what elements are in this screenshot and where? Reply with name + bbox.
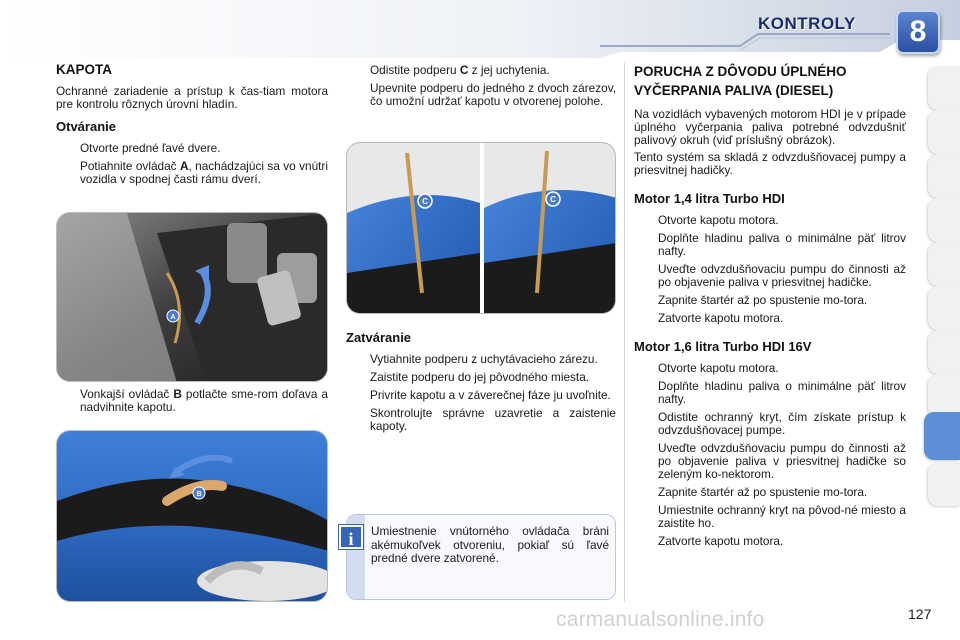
chapter-number-badge: 8	[896, 10, 940, 54]
side-tab[interactable]	[928, 462, 960, 506]
opening-steps	[56, 142, 328, 186]
list-item: Odistite podperu C z jej uchytenia.	[370, 63, 550, 77]
callout-label-c-right: C	[550, 195, 556, 204]
side-tab-active-chapter-8[interactable]	[924, 412, 960, 460]
side-tab[interactable]	[928, 286, 960, 330]
list-item: Upevnite podperu do jedného z dvoch zárezov, čo umožní udržať kapotu v otvorenej polohe.	[370, 81, 616, 108]
callout-label-c-left: C	[422, 197, 428, 206]
closing-steps	[346, 353, 616, 433]
side-tab[interactable]	[928, 110, 960, 154]
list-item: Zaistite podperu do jej pôvodného miesta.	[370, 370, 590, 384]
list-item: Potiahnite ovládač A, nachádzajúci sa vo vnútri vozidla v spodnej časti rámu dverí.	[80, 159, 328, 186]
step-b-list	[56, 388, 328, 414]
watermark: carmanualsonline.info	[556, 608, 765, 631]
list-item: Umiestnite ochranný kryt na pôvod-né miesto a zaistite ho.	[658, 503, 906, 530]
list-item: Vytiahnite podperu z uchytávacieho zárezu.	[370, 352, 598, 366]
list-item: Otvorte predné ľavé dvere.	[80, 141, 221, 155]
column-divider	[624, 62, 625, 602]
list-item: Uveďte odvzdušňovaciu pumpu do činnosti až po objavenie paliva v priesvitnej hadičke.	[658, 262, 906, 289]
photo-exterior-release-lever	[56, 430, 328, 602]
callout-label-a: A	[170, 314, 176, 321]
column-prop-rod	[346, 64, 616, 113]
page-header-title: KONTROLY	[758, 14, 856, 33]
section-title-hood: KAPOTA	[56, 62, 112, 77]
list-item: Doplňte hladinu paliva o minimálne päť litrov nafty.	[658, 231, 906, 258]
column-hood	[56, 62, 328, 191]
list-item: Skontrolujte správne uzavretie a zaistenie kapoty.	[370, 406, 616, 433]
closing-heading: Zatváranie	[346, 330, 412, 345]
page-number: 127	[908, 606, 932, 622]
info-icon: i	[339, 525, 363, 549]
opening-heading: Otváranie	[56, 119, 116, 134]
motor-1-6-steps	[634, 362, 906, 548]
photo-hood-prop-rod	[346, 142, 616, 314]
column-fuel-priming	[634, 62, 906, 553]
info-note-text: Umiestnenie vnútorného ovládača bráni akémukoľvek otvoreniu, pokiaľ sú ľavé predné dvere zatvorené.	[371, 524, 609, 565]
side-tab[interactable]	[928, 242, 960, 286]
list-item: Zatvorte kapotu motora.	[658, 311, 784, 325]
side-tab[interactable]	[928, 154, 960, 198]
list-item: Zatvorte kapotu motora.	[658, 534, 784, 548]
list-item: Zapnite štartér až po spustenie mo-tora.	[658, 293, 868, 307]
fuel-intro-1: Na vozidlách vybavených motorom HDI je v prípade úplného vyčerpania paliva potrebné odvzdušniť palivový okruh (viď príslušný obrázok).	[634, 107, 906, 147]
photo-interior-release-lever	[56, 212, 328, 382]
column-hood-step-b	[56, 388, 328, 419]
motor-1-6-heading: Motor 1,6 litra Turbo HDI 16V	[634, 339, 812, 354]
list-item: Otvorte kapotu motora.	[658, 213, 779, 227]
column-closing	[346, 330, 616, 438]
list-item: Uveďte odvzdušňovaciu pumpu do činnosti až po objavenie paliva v priesvitnej hadičke so zeleným ko-nektorom.	[658, 441, 906, 481]
list-item: Doplňte hladinu paliva o minimálne päť litrov nafty.	[658, 379, 906, 406]
fuel-intro-2: Tento systém sa skladá z odvzdušňovacej pumpy a priesvitnej hadičky.	[634, 150, 906, 177]
side-tab[interactable]	[928, 198, 960, 242]
hood-intro: Ochranné zariadenie a prístup k čas-tiam motora pre kontrolu rôznych úrovní hladín.	[56, 84, 328, 111]
callout-label-b: B	[196, 491, 202, 498]
motor-1-4-heading: Motor 1,4 litra Turbo HDI	[634, 191, 785, 206]
prop-rod-steps	[346, 64, 616, 108]
section-title-fuel-exhaustion: PORUCHA Z DÔVODU ÚPLNÉHO VYČERPANIA PALIVA (DIESEL)	[634, 64, 847, 98]
side-tab[interactable]	[928, 66, 960, 110]
list-item: Odistite ochranný kryt, čím získate prístup k odvzdušňovacej pumpe.	[658, 410, 906, 437]
info-note-box	[346, 514, 616, 600]
chapter-side-tabs	[924, 66, 960, 526]
list-item: Privrite kapotu a v záverečnej fáze ju uvoľnite.	[370, 388, 611, 402]
motor-1-4-steps	[634, 214, 906, 325]
list-item: Zapnite štartér až po spustenie mo-tora.	[658, 485, 868, 499]
side-tab[interactable]	[928, 330, 960, 374]
list-item: Otvorte kapotu motora.	[658, 361, 779, 375]
list-item: Vonkajší ovládač B potlačte sme-rom doľava a nadvihnite kapotu.	[80, 387, 328, 414]
